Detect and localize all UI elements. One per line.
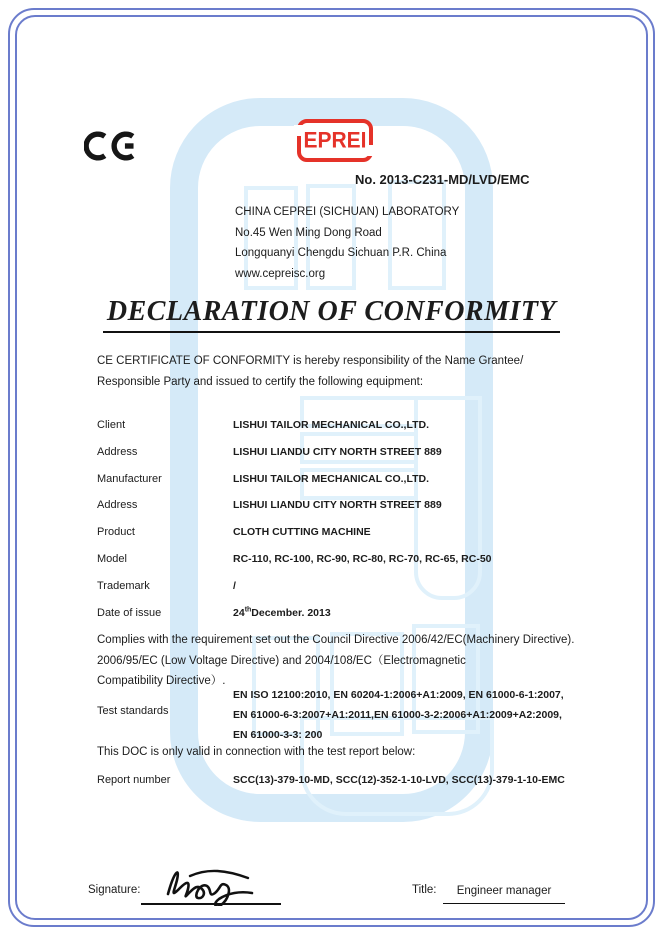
- intro-line1: CE CERTIFICATE OF CONFORMITY is hereby responsibility of the Name Grantee/: [97, 355, 524, 367]
- equipment-fields: [97, 419, 597, 633]
- ordinal-suffix: th: [244, 606, 252, 614]
- laboratory-block: [235, 202, 459, 284]
- field-label: Trademark: [97, 579, 150, 592]
- signature-label: Signature:: [88, 884, 141, 896]
- lab-address-line2: Longquanyi Chengdu Sichuan P.R. China: [235, 247, 447, 259]
- validity-note: This DOC is only valid in connection with the test report below:: [97, 746, 416, 758]
- report-number-row: [97, 774, 617, 786]
- test-standards-line2: EN 61000-6-3:2007+A1:2011,EN 61000-3-2:2006+A1:2009+A2:2009,: [233, 709, 562, 721]
- lab-website: www.cepreisc.org: [235, 267, 326, 280]
- field-row-client: [97, 419, 597, 446]
- ce-mark-icon: [84, 123, 140, 169]
- field-value: RC-110, RC-100, RC-90, RC-80, RC-70, RC-65, RC-50: [233, 552, 492, 565]
- field-label: Date of issue: [97, 606, 162, 619]
- intro-paragraph: [97, 351, 523, 393]
- field-row-manufacturer: [97, 473, 597, 500]
- title-line: [443, 903, 565, 904]
- field-value: LISHUI LIANDU CITY NORTH STREET 889: [233, 499, 442, 512]
- test-standards-line1: EN ISO 12100:2010, EN 60204-1:2006+A1:2009, EN 61000-6-1:2007,: [233, 689, 564, 701]
- intro-line2: Responsible Party and issued to certify the following equipment:: [97, 376, 424, 388]
- field-label: Manufacturer: [97, 472, 162, 485]
- report-number-value: SCC(13)-379-10-MD, SCC(12)-352-1-10-LVD, SCC(13)-379-1-10-EMC: [233, 774, 565, 786]
- compliance-line3: Compatibility Directive）.: [97, 675, 226, 687]
- field-label: Product: [97, 526, 135, 539]
- field-row-trademark: [97, 580, 597, 607]
- compliance-line2: 2006/95/EC (Low Voltage Directive) and 2004/108/EC（Electromagnetic: [97, 654, 466, 667]
- document-title: DECLARATION OF CONFORMITY: [0, 296, 663, 333]
- field-label: Client: [97, 419, 126, 431]
- field-value: LISHUI LIANDU CITY NORTH STREET 889: [233, 445, 442, 458]
- certificate-number: No. 2013-C231-MD/LVD/EMC: [355, 172, 530, 187]
- field-value: LISHUI TAILOR MECHANICAL CO.,LTD.: [233, 419, 429, 431]
- eprei-logo: [297, 119, 373, 162]
- field-label: Address: [97, 445, 138, 458]
- title-value: Engineer manager: [456, 885, 552, 897]
- field-row-model: [97, 553, 597, 580]
- field-label: Model: [97, 552, 127, 565]
- compliance-line1: Complies with the requirement set out the Council Directive 2006/42/EC(Machinery Directive).: [97, 634, 575, 646]
- title-label: Title:: [412, 884, 437, 896]
- lab-address-line1: No.45 Wen Ming Dong Road: [235, 226, 382, 239]
- field-value: /: [233, 579, 236, 592]
- report-number-label: Report number: [97, 774, 171, 786]
- field-row-address2: [97, 499, 597, 526]
- test-standards-label: Test standards: [97, 705, 169, 717]
- logo-border-gap: [367, 145, 376, 156]
- signature-line: [141, 903, 281, 905]
- eprei-logo-text: EPREI: [303, 128, 367, 153]
- field-row-address: [97, 446, 597, 473]
- test-standards-list: [233, 685, 564, 745]
- test-standards-line3: EN 61000-3-3: 200: [233, 729, 323, 741]
- logo-border-gap: [294, 125, 303, 136]
- field-value: 24thDecember. 2013: [233, 606, 331, 619]
- field-row-product: [97, 526, 597, 553]
- lab-name: CHINA CEPREI (SICHUAN) LABORATORY: [235, 206, 460, 218]
- compliance-paragraph: [97, 630, 574, 692]
- field-value: CLOTH CUTTING MACHINE: [233, 526, 371, 539]
- field-value: LISHUI TAILOR MECHANICAL CO.,LTD.: [233, 472, 429, 485]
- field-label: Address: [97, 499, 138, 512]
